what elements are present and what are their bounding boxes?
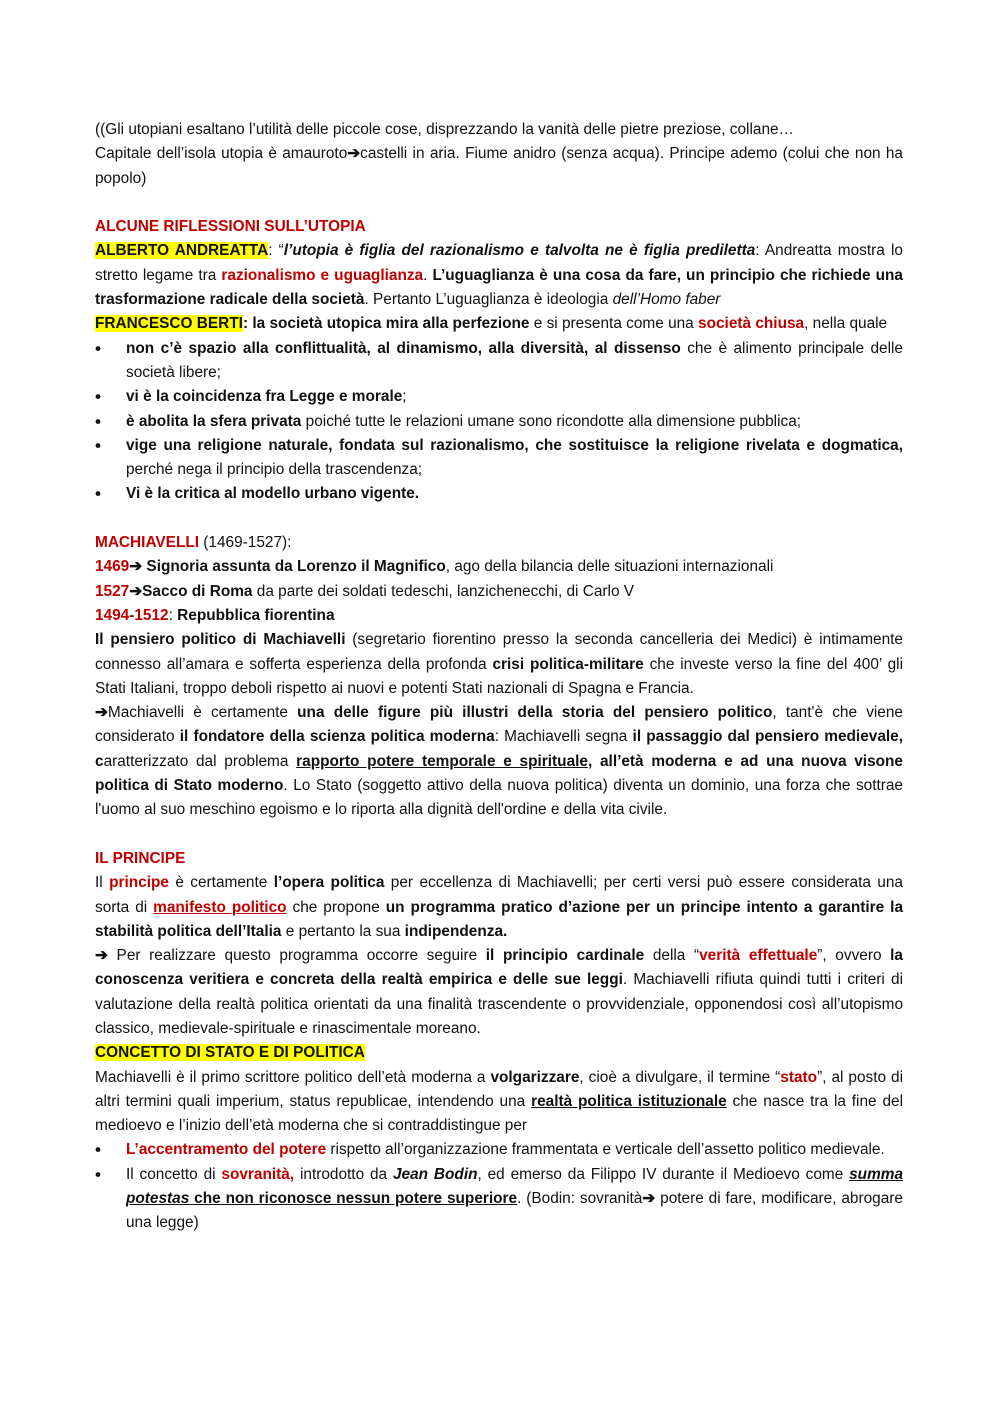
timeline-1527: 1527➔Sacco di Roma da parte dei soldati tedeschi, lanzichenecchi, di Carlo V (95, 582, 635, 600)
arrow-icon: ➔ (95, 704, 108, 722)
document-page (95, 118, 903, 1236)
berti-paragraph: FRANCESCO BERTI: la società utopica mira alla perfezione e si presenta come una società chiusa, nella quale (95, 315, 888, 333)
stato-bullet-list (95, 1138, 903, 1235)
section-heading-utopia: ALCUNE RIFLESSIONI SULL’UTOPIA (95, 218, 366, 236)
section-heading-machiavelli: MACHIAVELLI (1469-1527): (95, 534, 292, 552)
arrow-icon: ➔ (642, 1190, 656, 1208)
arrow-icon: ➔ (129, 582, 143, 600)
principe-paragraph-1: Il principe è certamente l’opera politica per eccellenza di Machiavelli; per certi versi può essere considerata una sorta di manifesto politico che propone un programma pratico d’azione per un principe intento a garantire la stabilità politica dell’Italia e pertanto la sua indipendenza. (95, 874, 904, 940)
section-heading-stato: CONCETTO DI STATO E DI POLITICA (95, 1044, 365, 1062)
utopia-bullet-list (95, 337, 903, 507)
machiavelli-paragraph-1: Il pensiero politico di Machiavelli (segretario fiorentino presso la seconda cancelleria dei Medici) è intimamente connesso all’amara e sofferta esperienza della profonda crisi politica-militare che investe verso la fine del 400’ gli Stati Italiani, troppo deboli rispetto ai nuovi e potenti Stati nazionali di Spagna e Francia. (95, 631, 904, 697)
arrow-icon: ➔ (347, 145, 361, 163)
arrow-icon: ➔ (129, 558, 143, 576)
andreatta-paragraph: ALBERTO ANDREATTA: “l’utopia è figlia del razionalismo e talvolta ne è figlia prediletta: Andreatta mostra lo stretto legame tra razionalismo e uguaglianza. L’uguaglianza è una cosa da fare, un principio che richiede una trasformazione radicale della società. Pertanto L’uguaglianza è ideologia dell’Homo faber (95, 242, 903, 309)
intro-paragraph: ((Gli utopiani esaltano l’utilità delle piccole cose, disprezzando la vanità delle pietre preziose, collane… Capitale dell’isola utopia è amauroto➔castelli in aria. Fiume anidro (senza acqua). Principe ademo (colui che non ha popolo) (95, 121, 903, 187)
list-item: • L’accentramento del potere rispetto all’organizzazione frammentata e verticale dell’assetto politico medievale. (95, 1138, 903, 1162)
list-item: • Il concetto di sovranità, introdotto da Jean Bodin, ed emerso da Filippo IV durante il Medioevo come summa potestas che non riconosce nessun potere superiore. (Bodin: sovranità➔ potere di fare, modificare, abrogare una legge) (95, 1163, 903, 1236)
arrow-icon: ➔ (95, 947, 108, 965)
section-heading-principe: IL PRINCIPE (95, 849, 186, 867)
list-item: • non c’è spazio alla conflittualità, al dinamismo, alla diversità, al dissenso che è alimento principale delle società libere; (95, 337, 903, 386)
machiavelli-paragraph-2: ➔Machiavelli è certamente una delle figure più illustri della storia del pensiero politico, tant'è che viene considerato il fondatore della scienza politica moderna: Machiavelli segna il passaggio dal pensiero medievale, caratterizzato dal problema rapporto potere temporale e spirituale, all’età moderna e ad una nuova visone politica di Stato moderno. Lo Stato (soggetto attivo della nuova politica) diventa un dominio, una forza che sottrae l'uomo al suo meschino egoismo e lo riporta alla dignità dell'ordine e della vita civile. (95, 704, 903, 819)
principe-paragraph-2: ➔ Per realizzare questo programma occorre seguire il principio cardinale della “verità effettuale”, ovvero la conoscenza veritiera e concreta della realtà empirica e delle sue leggi. Machiavelli rifiuta quindi tutti i criteri di valutazione della realtà politica orientati da una finalità trascendente o provvidenziale, opponendosi così all’utopismo classico, medievale-spirituale e rinascimentale moreano. (95, 947, 903, 1037)
list-item: • è abolita la sfera privata poiché tutte le relazioni umane sono ricondotte alla dimensione pubblica; (95, 410, 903, 434)
list-item: • vige una religione naturale, fondata sul razionalismo, che sostituisce la religione rivelata e dogmatica, perché nega il principio della trascendenza; (95, 434, 903, 483)
timeline-1469: 1469➔ Signoria assunta da Lorenzo il Magnifico, ago della bilancia delle situazioni internazionali (95, 558, 774, 576)
list-item: • Vi è la critica al modello urbano vigente. (95, 482, 903, 506)
stato-paragraph: Machiavelli è il primo scrittore politico dell’età moderna a volgarizzare, cioè a divulgare, il termine “stato”, al posto di altri termini quali imperium, status republicae, intendendo una realtà politica istituzionale che nasce tra la fine del medioevo e l’inizio dell’età moderna che si contraddistingue per (95, 1068, 903, 1135)
timeline-1494: 1494-1512: Repubblica fiorentina (95, 606, 335, 624)
list-item: • vi è la coincidenza fra Legge e morale; (95, 385, 903, 409)
